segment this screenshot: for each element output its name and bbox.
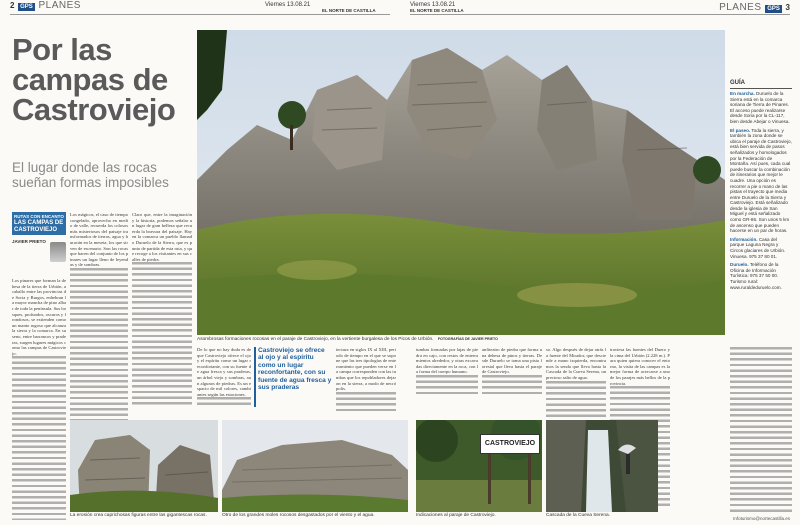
subheadline: El lugar donde las rocas sueñan formas imposibles [12,160,169,190]
section-badge-left: GPS [20,4,33,10]
guide-item: Información. Casa del parque Laguna Negra y Circos glaciares de Urbión. Vinuesa. 975 37 80 01. [730,236,786,259]
page-number-left: 2 [10,1,15,10]
caption-small-4: Cascada de la Cueva Serena. [546,513,610,518]
photo-rocks-erosion [70,420,218,512]
body-col-3: Claro que, entre la imaginación y la historia, podemos señalar un lugar de gran belleza que recuerda la bravura del paisaje. Hay en la comarca un pueblo llamado Duruelo de la Sierra, que es punto de partida de esta ruta, y que recoge a los visitantes en sus calles de piedra. [132,212,192,407]
section-badge-right: GPS [767,6,780,12]
header-right [410,0,790,14]
main-caption-text: Asombrosas formaciones rocosas en el paraje de Castroviejo, en la vertiente burgalesa de los Picos de Urbión. [197,337,434,342]
guide-rule [730,88,792,89]
header-rule-left [10,14,390,15]
quote-bar [254,347,256,407]
page-number-right: 3 [785,3,790,12]
headline: Por las campas de Castroviejo [12,32,176,127]
byline-box [12,212,66,272]
body-col-4: De lo que no hay duda es de que Castroviejo ofrece el ojo y el espíritu como un lugar reconfortante, con su fuente de agua fresca y sus praderas, un árbol viejo y sombras, aun algunos de piedras. Es un espacio de mil colores, cambiantes según las estaciones. [197,347,251,407]
caption-small-3: Indicaciones al paraje de Castroviejo. [416,513,496,518]
paper-left: EL NORTE DE CASTILLA [322,8,376,13]
date-left: Viernes 13.08.21 [265,2,311,8]
body-col-10 [730,347,792,512]
footer-email: Infoturismo@nortecastilla.es [733,516,790,521]
main-photo [197,30,725,335]
body-col-5: tectura en siglos IX al XIII, periodo de tiempo en el que se supone que las tres tipologías de enterramiento que pueden verse en la campa corresponden con las tumbas que los repobladores dejaron en la sierra, a modo de necrópolis. [336,347,396,417]
section-title-right: PLANES [719,2,762,13]
caption-small-1: La erosión crea caprichosas figuras entre las gigantescas rocas. [70,513,207,518]
byline-title: LAS CAMPAS DE CASTROVIEJO [12,220,66,235]
byline-tag: RUTAS CON ENCANTO [12,212,66,220]
body-col-2: Los mágicos, el caso de tiempo congelado, aprovecha en medio de valle, recuerda los colosos más misteriosos del paisaje transformador de tierras, agua y huracán en la meseta, los que sirven de escenario. Son las rocas que hacen del conjunto de los pinares un lugar lleno de leyendas y de sombras. [70,212,128,450]
main-photo-caption [197,337,717,342]
photo-rock-mass [222,420,408,512]
header-left [10,0,390,14]
section-title-left: PLANES [38,0,81,11]
guide-item: El paseo. Toda la sierra, y también la zona donde se ubica el paraje de Castroviejo, está bien servida de pasos señalizados y homologados por la Federación de Montaña. Así pues, cada cual puede buscar la combinación de itinerarios que mejor le cuadre. Una opción es recorrer a pie o mano de las pistas el trayecto que media entre Duruelo de la Sierra y Castroviejo. Está señalizado desde la iglesia de San Miguel y está señalizado como GR-86. Son unos 5 km de ascenso que pueden hacerse en un par de horas. [730,127,792,234]
author-avatar [50,242,66,262]
guide-title: GUÍA [730,80,745,86]
caption-small-2: Otro de los grandes moles rocosos desgastados por el viento y el agua. [222,513,375,518]
guide-box [730,91,792,293]
guide-item: En marcha. Duruelo de la Sierra está en la comarca soriana de Tierra de Pinares. El acceso puede realizarse desde Soria por la CL-117, bien desde Abejar o Vinuesa. [730,91,790,124]
castroviejo-sign: CASTROVIEJO [480,434,540,454]
photo-waterfall [546,420,658,512]
body-col-9: traviesa las fuentes del Duero y la cima del Urbión (2.228 m.). Para quien quiera conocer el entorno, la visita de las campas es la mejor forma de acercarse a uno de los parajes más bellos de la provincia. [610,347,670,517]
body-col-7: anfiteatro de piedra que forma una dehesa de pinos y tierras. Desde Duruelo se toma una pista forestal que lleva hasta el paraje de Castroviejo. [482,347,542,425]
byline-author: JAVIER PRIETO [12,239,46,244]
pull-quote: Castroviejo se ofrece al ojo y al espíritu como un lugar reconfortante, con su fuente de agua fresca y sus praderas [258,347,332,392]
date-right: Viernes 13.08.21 [410,2,456,8]
guide-item: Duruelo. Teléfono de la Oficina de Información Turística: 975 37 50 00. Turismo rural: www.ruraldeduruelo.com. [730,262,782,290]
paper-right: EL NORTE DE CASTILLA [410,8,464,13]
body-col-1: Los pinares que forman la dehesa de la tierra de Urbión, a caballo entre las provincias de Soria y Burgos, enhebran la mayor mancha de pino albar de toda la península. Sus bosques, profundos, oscuros y frondosos, se extienden como un manto rugoso que alcanza la sierra y la comarca. En su seno, entre barrancos y praderas, surgen lugares mágicos como las campas de Castroviejo. [12,278,66,520]
body-col-8: so. Algo después de dejar atrás la fuente del Mirador, que desciende a mano izquierda, encontramos la senda que lleva hasta la Cascada de la Cueva Serena, un precioso salto de agua. [546,347,606,517]
body-col-6: tumbas formadas por lajas de piedra en cajo, con restos de enterramientos alrededor, y otras excavadas directamente en la roca, con la forma del cuerpo humano. [416,347,478,417]
header-rule-right [410,14,790,15]
main-caption-credit: FOTOGRAFÍAS DE JAVIER PRIETO [437,337,498,341]
